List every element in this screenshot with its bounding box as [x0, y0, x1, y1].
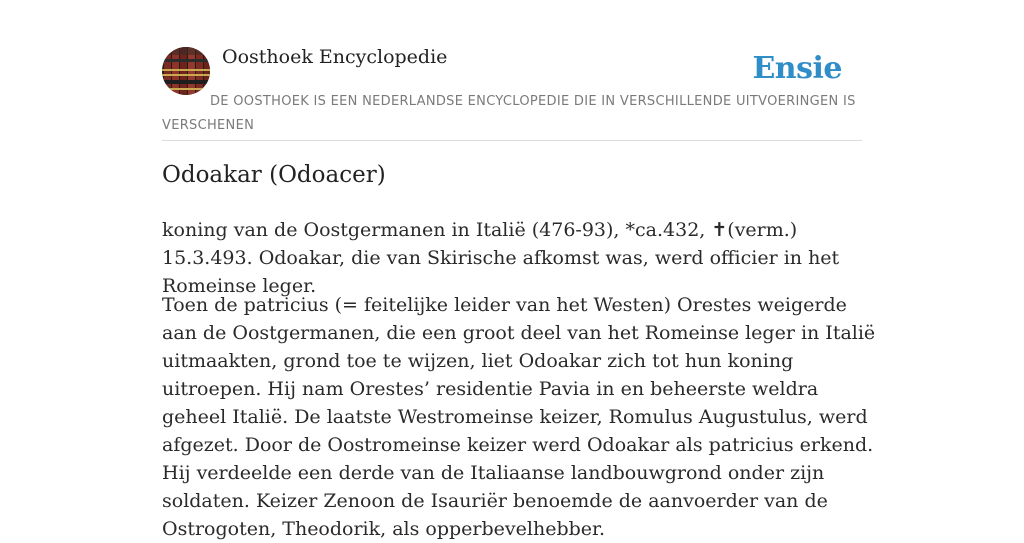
- source-header: [162, 46, 862, 141]
- source-title[interactable]: Oosthoek Encyclopedie: [222, 46, 448, 68]
- article-paragraph-2: Toen de patricius (= feitelijke leider van het Westen) Orestes weigerde aan de Oostgermanen, die een groot deel van het Romeinse leger in Italië uitmaakten, grond toe te wijzen, liet Odoakar zich tot hun koning uitroepen. Hij nam Orestes’ residentie Pavia in en beheerste weldra geheel Italië. De laatste Westromeinse keizer, Romulus Augustulus, werd afgezet. Door de Oostromeinse keizer werd Odoakar als patricius erkend. Hij verdeelde een derde van de Italiaanse landbouwgrond onder zijn soldaten. Keizer Zenoon de Isauriër benoemde de aanvoerder van de Ostrogoten, Theodorik, als opperbevelhebber.: [162, 294, 876, 540]
- source-description: DE OOSTHOEK IS EEN NEDERLANDSE ENCYCLOPEDIE DIE IN VERSCHILLENDE UITVOERINGEN IS VERSCHENEN: [162, 94, 856, 133]
- book-spines-icon: [162, 47, 210, 95]
- article-title: Odoakar (Odoacer): [162, 162, 386, 188]
- article-paragraph-1: koning van de Oostgermanen in Italië (476-93), *ca.432, ✝(verm.) 15.3.493. Odoakar, die van Skirische afkomst was, werd officier in het Romeinse leger.: [162, 219, 840, 297]
- brand-logo[interactable]: Ensie: [752, 51, 842, 86]
- source-avatar[interactable]: [162, 47, 210, 95]
